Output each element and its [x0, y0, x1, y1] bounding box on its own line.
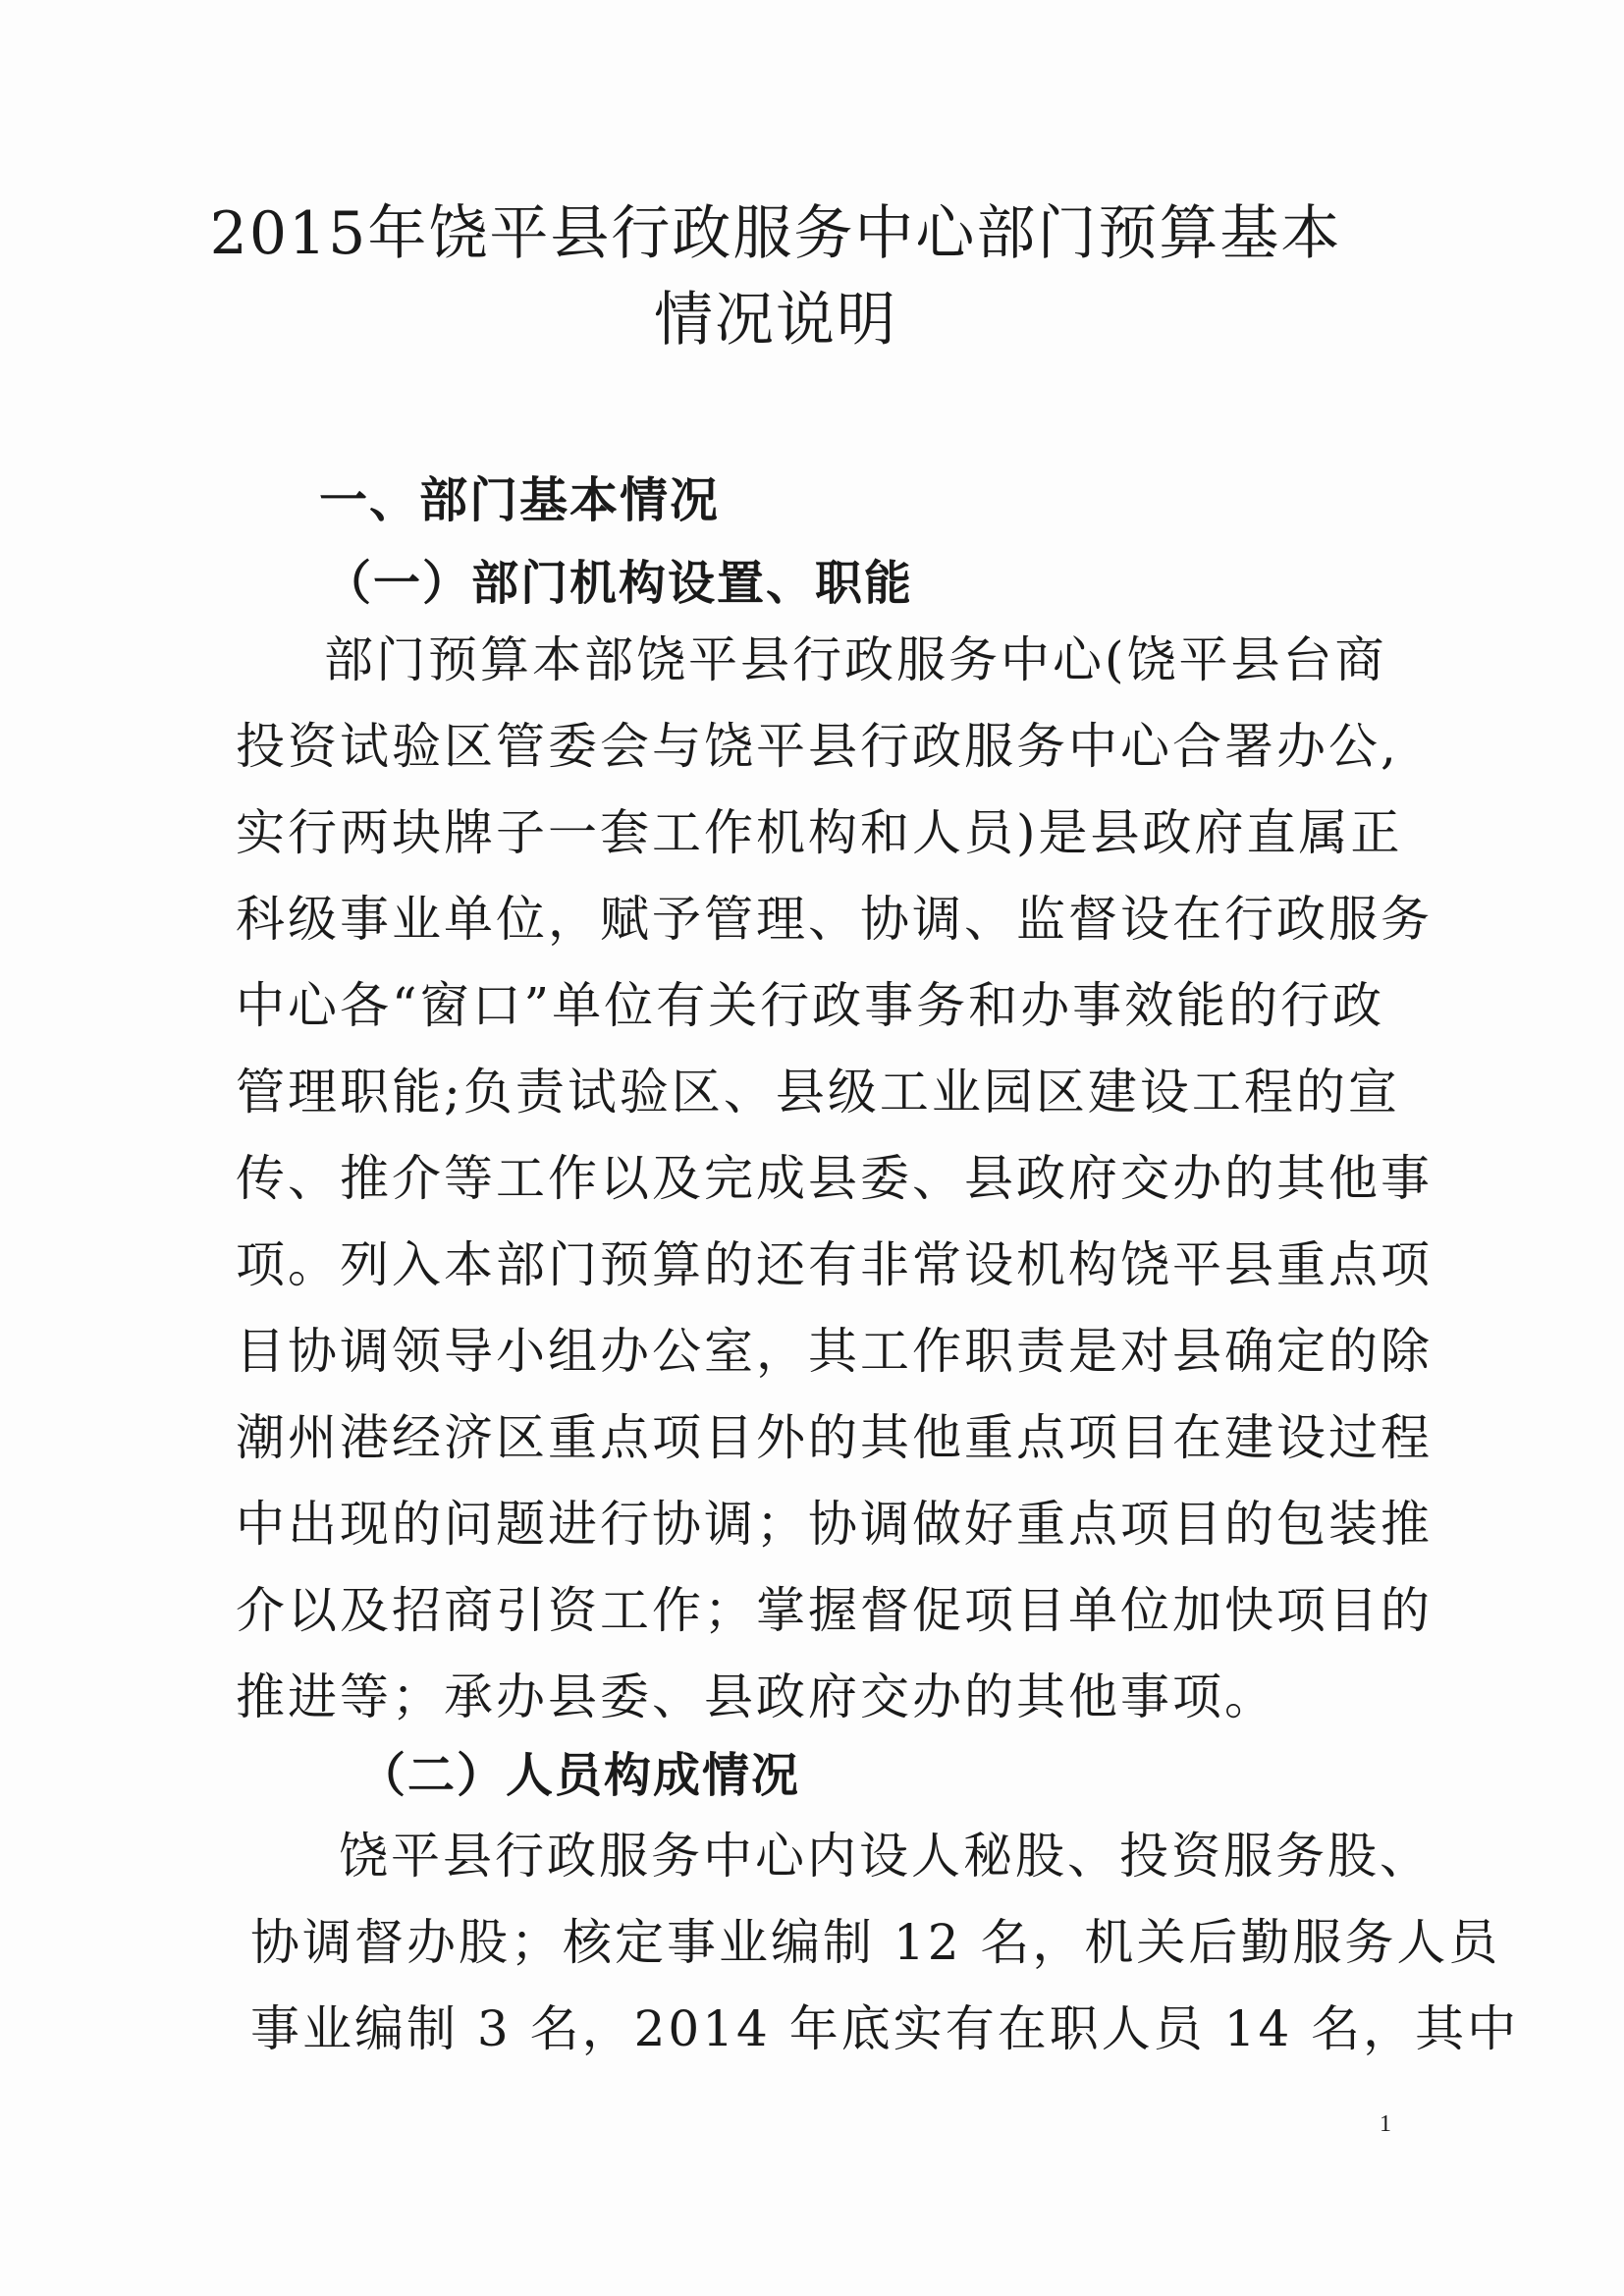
document-title-line-2: 情况说明 [654, 286, 897, 355]
section-heading-basic-info: 一、部门基本情况 [319, 472, 721, 528]
paragraph-line: 推进等；承办县委、县政府交办的其他事项。 [236, 1668, 1276, 1725]
paragraph-line: 项。列入本部门预算的还有非常设机构饶平县重点项 [236, 1236, 1433, 1293]
paragraph-line: 中心各“窗口”单位有关行政事务和办事效能的行政 [236, 977, 1385, 1034]
paragraph-line: 投资试验区管委会与饶平县行政服务中心合署办公, [236, 718, 1399, 775]
paragraph-line: 介以及招商引资工作；掌握督促项目单位加快项目的 [236, 1582, 1433, 1639]
subsection-heading-staffing: （二）人员构成情况 [358, 1748, 801, 1803]
paragraph-line: 目协调领导小组办公室，其工作职责是对县确定的除 [236, 1323, 1433, 1380]
paragraph-line: 事业编制 3 名，2014 年底实有在职人员 14 名，其中 [250, 2000, 1520, 2057]
paragraph-line: 协调督办股；核定事业编制 12 名，机关后勤服务人员 [250, 1914, 1501, 1971]
paragraph-line: 传、推介等工作以及完成县委、县政府交办的其他事 [236, 1150, 1433, 1207]
subsection-heading-structure: （一）部门机构设置、职能 [324, 556, 914, 611]
paragraph-line: 饶平县行政服务中心内设人秘股、投资服务股、 [339, 1828, 1432, 1885]
paragraph-line: 科级事业单位，赋予管理、协调、监督设在行政服务 [236, 891, 1433, 948]
paragraph-line: 管理职能;负责试验区、县级工业园区建设工程的宣 [236, 1064, 1400, 1121]
paragraph-line: 潮州港经济区重点项目外的其他重点项目在建设过程 [236, 1409, 1433, 1466]
document-title-line-1: 2015年饶平县行政服务中心部门预算基本 [209, 199, 1342, 268]
paragraph-line: 部门预算本部饶平县行政服务中心(饶平县台商 [324, 631, 1387, 688]
paragraph-line: 中出现的问题进行协调；协调做好重点项目的包装推 [236, 1496, 1433, 1553]
page-number: 1 [1380, 2111, 1391, 2137]
paragraph-line: 实行两块牌子一套工作机构和人员)是县政府直属正 [236, 804, 1403, 861]
